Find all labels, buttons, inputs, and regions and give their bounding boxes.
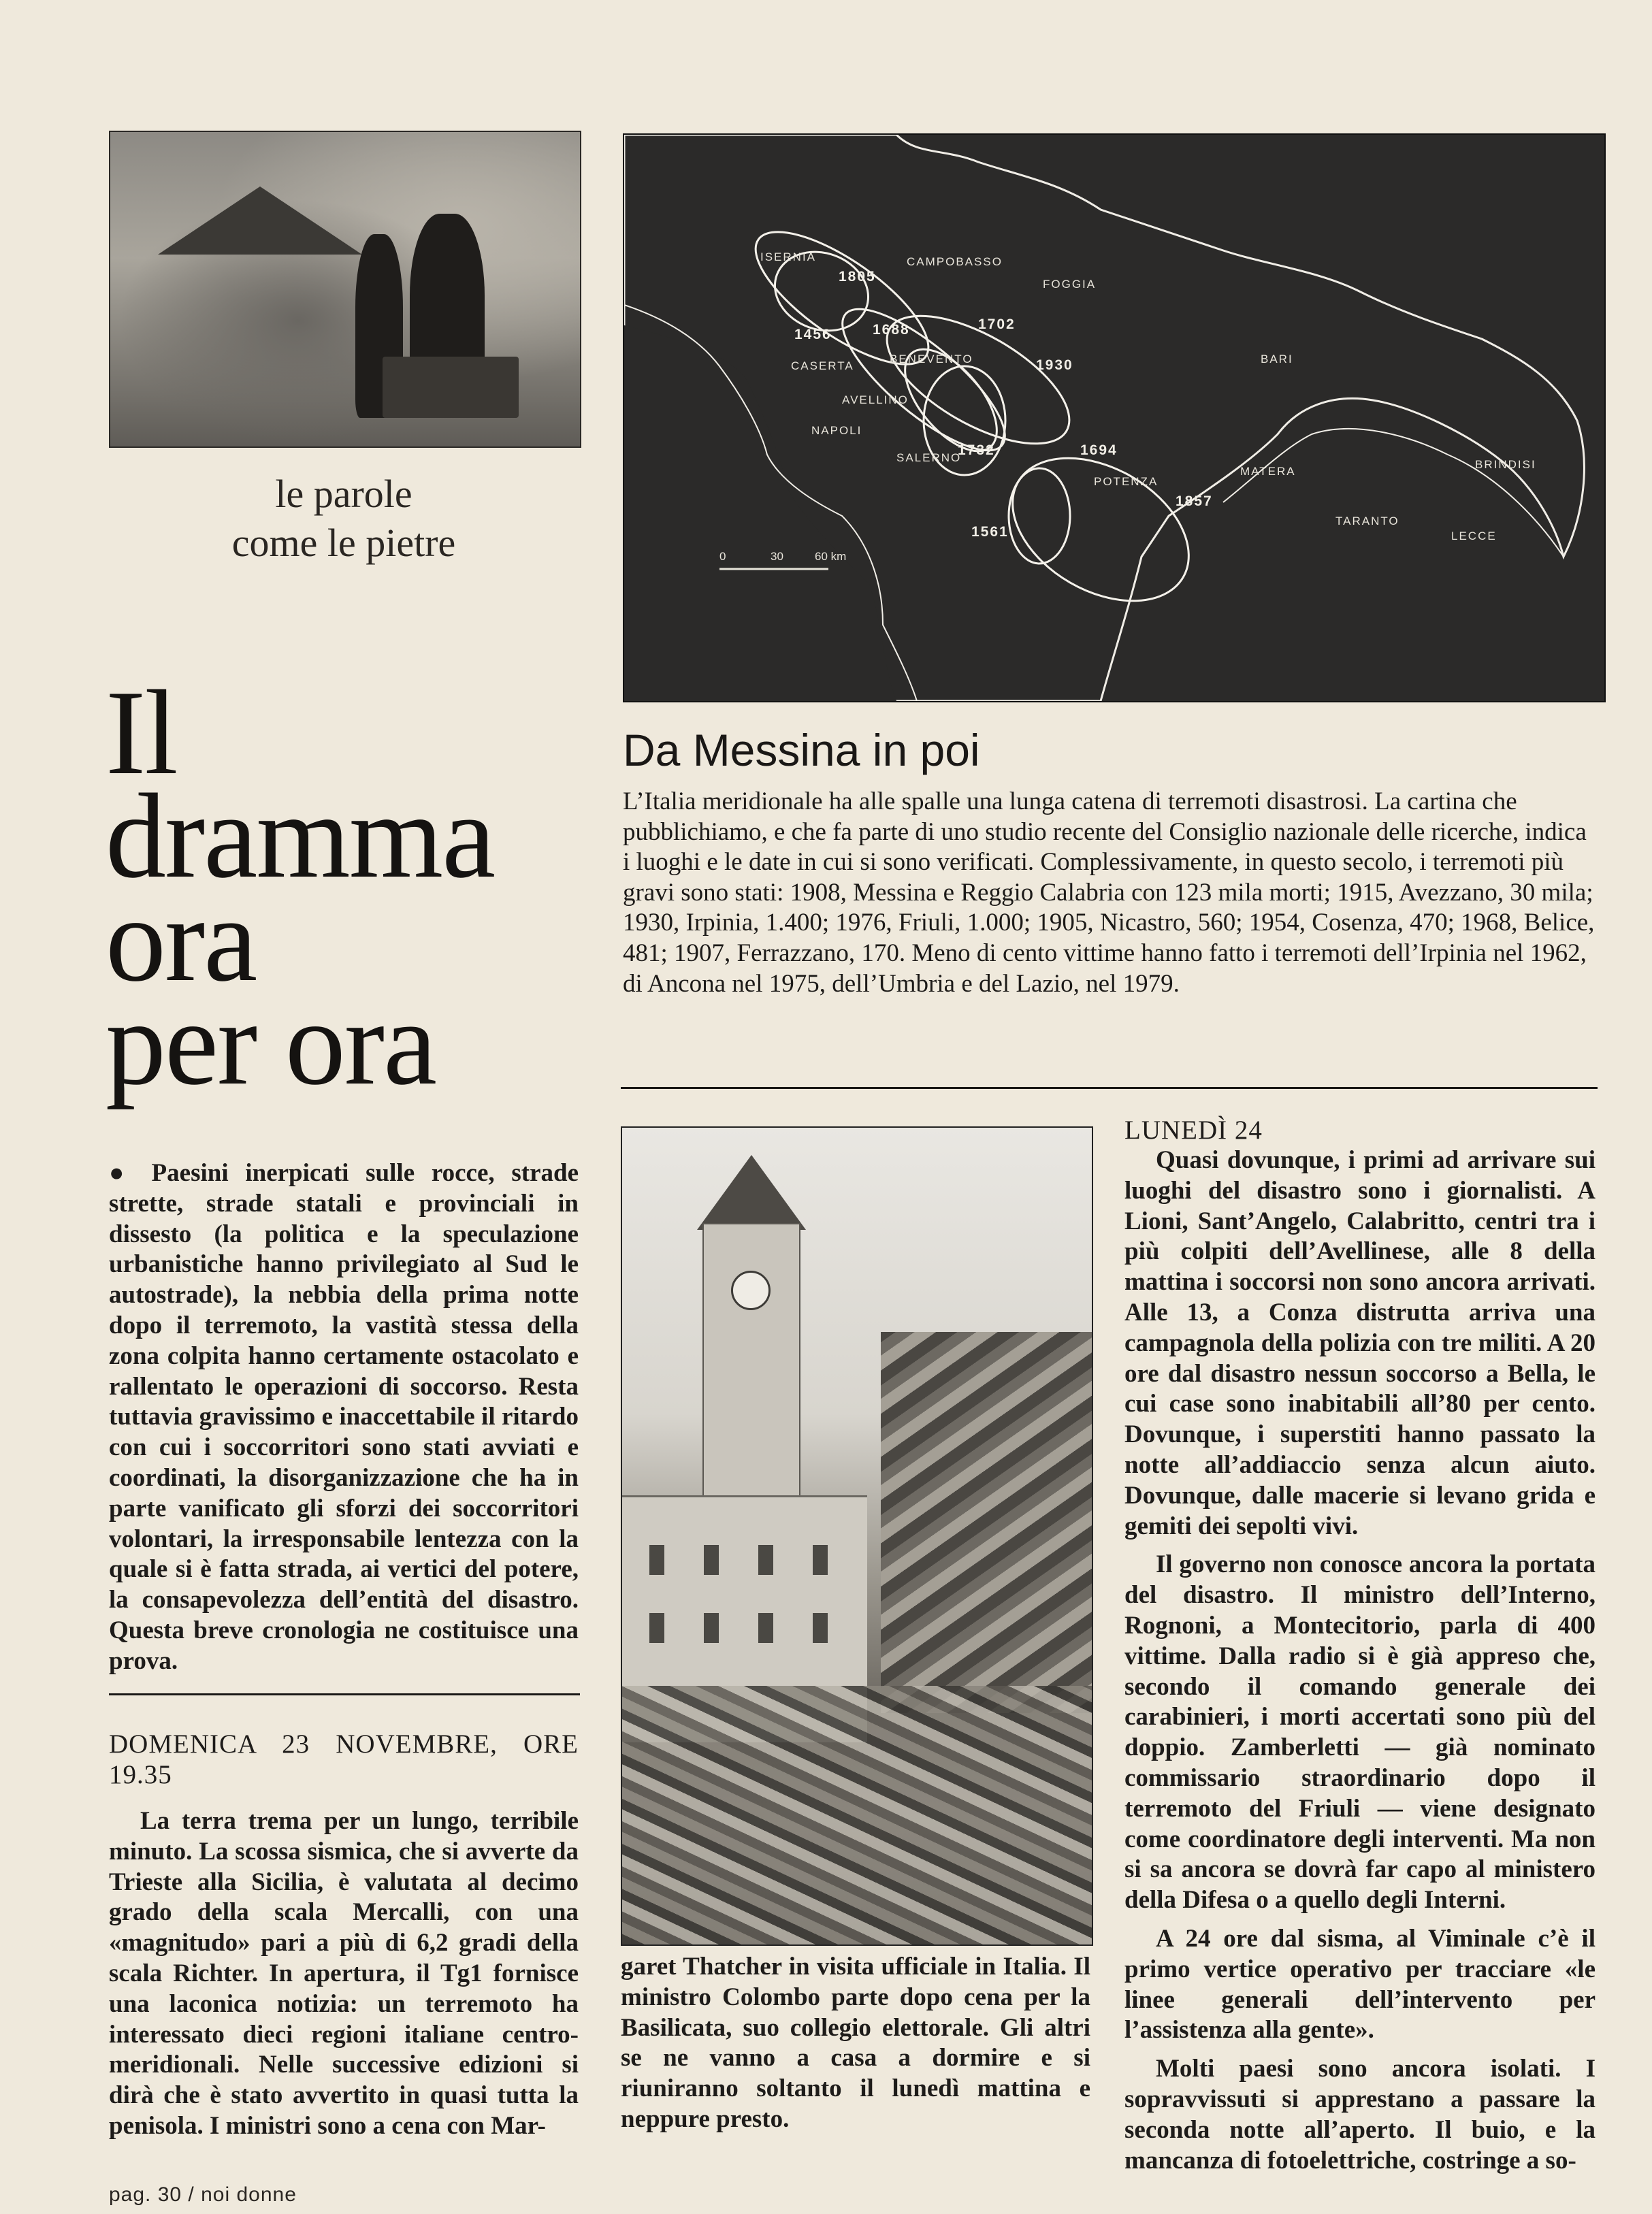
spire: [697, 1155, 806, 1230]
city-label: ISERNIA: [760, 250, 817, 263]
intro-paragraph: ● Paesini inerpicati sulle rocce, strade strette, strade statali e provinciali in dissesto (la politica e la speculazione urbanistiche hanno privilegiato al Sud le autostrade), la nebbia della prima notte dopo il terremoto, la vastità stessa della zona colpita hanno certamente ostacolato e rallentato le operazioni di soccorso. Resta tuttavia gravissimo e inaccettabile il ritardo con cui i soccorritori sono stati avviati e coordinati, la disorganizzazione che ha in parte vanificato gli sforzi dei soccorritori volontari, la irresponsabile lentezza con la quale si è fatta strada, ai vertici del potere, la consapevolezza dell’entità del disastro. Questa breve cronologia ne costituisce una prova.: [109, 1159, 579, 1675]
city-label: LECCE: [1451, 530, 1497, 542]
window: [704, 1613, 719, 1643]
city-label: CASERTA: [791, 359, 854, 372]
year-label: 1805: [839, 269, 876, 284]
earthquake-map: [623, 133, 1606, 702]
section-tag-line: come le pietre: [231, 521, 456, 565]
city-label: BENEVENTO: [890, 353, 973, 365]
headline-line: dramma: [106, 768, 495, 903]
city-label: FOGGIA: [1043, 278, 1097, 291]
monday-column: [1124, 1115, 1596, 2176]
city-label: NAPOLI: [811, 424, 862, 437]
headline-line: per ora: [106, 975, 436, 1110]
window: [704, 1545, 719, 1575]
year-label: 1688: [873, 322, 910, 338]
city-label: BARI: [1261, 353, 1293, 365]
box-title: Da Messina in poi: [623, 725, 980, 775]
year-label: 1732: [958, 442, 995, 458]
monday-paragraph: Il governo non conosce ancora la portata del disastro. Il ministro dell’Interno, Rognoni, a Montecitorio, parla di 400 vittime. Dalla radio si è già appreso che, secondo il comando generale dei carabinieri, i morti accertati sono più del doppio. Zamberletti — già nominato commissario straordinario dopo il terremoto del Friuli — viene designato come coordinatore degli interventi. Ma non si sa ancora se dovrà far capo al ministero della Difesa o a quello degli Interni.: [1124, 1550, 1596, 1915]
clock-icon: [731, 1271, 771, 1310]
window: [649, 1545, 664, 1575]
window: [758, 1545, 773, 1575]
rubble: [622, 1686, 1092, 1944]
box-body: L’Italia meridionale ha alle spalle una lunga catena di terremoti disastrosi. La cartina che pubblichiamo, e che fa parte di uno studio recente del Consiglio nazionale delle ricerche, indica i luoghi e le date in cui si sono verificati. Complessivamente, in questo secolo, i terremoti più gravi sono stati: 1908, Messina e Reggio Calabria con 123 mila morti; 1915, Avezzano, 30 mila; 1930, Irpinia, 1.400; 1976, Friuli, 1.000; 1905, Nicastro, 560; 1954, Cosenza, 470; 1968, Belice, 481; 1907, Ferrazzano, 170. Meno di cento vittime hanno fatto i terremoti dell’Irpinia nel 1962, di Ancona nel 1975, dell’Umbria e del Lazio, nel 1979.: [623, 787, 1595, 998]
year-label: 1456: [794, 327, 832, 342]
city-label: POTENZA: [1094, 475, 1159, 488]
monday-paragraph: Quasi dovunque, i primi ad arrivare sui luoghi del disastro sono i giornalisti. A Lioni, Sant’Angelo, Calabritto, centri tra i più colpiti dell’Avellinese, alle 8 della mattina i soccorsi non sono ancora arrivati. Alle 13, a Conza distrutta arriva una campagnola della polizia con tre militi. A 20 ore dal disastro nessun soccorso a Bella, le cui case sono inabitabili all’80 per cento. Dovunque, i superstiti hanno passato la notte all’addiaccio senza alcun aiuto. Dovunque, dalle macerie si levano grida e gemiti dei sepolti vivi.: [1124, 1146, 1596, 1540]
sunday-column: [109, 1729, 579, 2142]
scale-label: 30: [771, 550, 783, 563]
year-label: 1857: [1176, 493, 1213, 509]
intro-column: [109, 1158, 579, 1677]
map-svg: [624, 135, 1604, 701]
window: [813, 1613, 828, 1643]
city-label: SALERNO: [896, 451, 962, 464]
ruins-photo: [621, 1126, 1093, 1946]
crate: [383, 357, 519, 418]
city-label: TARANTO: [1335, 515, 1399, 527]
sunday-kicker: DOMENICA 23 NOVEMBRE, ORE 19.35: [109, 1729, 579, 1789]
year-label: 1702: [978, 316, 1016, 332]
monday-paragraph: A 24 ore dal sisma, al Viminale c’è il primo vertice operativo per tracciare «le linee generali dell’intervento per l’assistenza alla gente».: [1124, 1924, 1596, 2045]
page-footer: pag. 30 / noi donne: [109, 2183, 297, 2206]
sunday-paragraph: La terra trema per un lungo, terribile minuto. La scossa sismica, che si avverte da Trieste alla Sicilia, è valutata al decimo grado della scala Mercalli, con una «magnitudo» pari a più di 6,2 gradi della scala Richter. In apertura, il Tg1 fornisce una laconica notizia: un terremoto ha interessato dieci regioni italiane centro-meridionali. Nelle successive edizioni si dirà che è stato avvertito in quasi tutta la penisola. I ministri sono a cena con Mar-: [109, 1807, 579, 2140]
headline-line: Il: [106, 665, 177, 800]
city-label: MATERA: [1240, 465, 1296, 478]
sunday-continued-paragraph: garet Thatcher in visita ufficiale in Italia. Il ministro Colombo parte dopo cena per la Basilicata, suo collegio elettorale. Gli altri se ne vanno a casa a dormire e si riuniranno soltanto il lunedì mattina e neppure presto.: [621, 1953, 1090, 2133]
year-label: 1561: [971, 524, 1009, 540]
section-tag: [109, 470, 579, 568]
city-label: AVELLINO: [842, 393, 909, 406]
scale-label: 0: [719, 550, 726, 563]
window: [649, 1613, 664, 1643]
year-label: 1694: [1080, 442, 1118, 458]
window: [758, 1613, 773, 1643]
scale-label: 60 km: [815, 550, 847, 563]
collapsed-building: [881, 1332, 1092, 1713]
city-label: CAMPOBASSO: [907, 255, 1003, 268]
headline-line: ora: [106, 872, 257, 1007]
section-tag-line: le parole: [275, 472, 412, 516]
window: [813, 1545, 828, 1575]
sunday-continued-column: [621, 1952, 1090, 2135]
box-divider: [621, 1087, 1598, 1089]
city-label: BRINDISI: [1475, 458, 1536, 471]
headline: [106, 665, 609, 1110]
column-divider: [109, 1693, 580, 1695]
monday-paragraph: Molti paesi sono ancora isolati. I sopravvissuti si apprestano a passare la seconda notte all’aperto. Il buio, e la mancanza di fotoelettriche, costringe a so-: [1124, 2055, 1596, 2175]
top-photo: [109, 131, 581, 448]
year-label: 1930: [1036, 357, 1073, 373]
tent-shape: [158, 186, 362, 255]
monday-kicker: LUNEDÌ 24: [1124, 1116, 1263, 1145]
